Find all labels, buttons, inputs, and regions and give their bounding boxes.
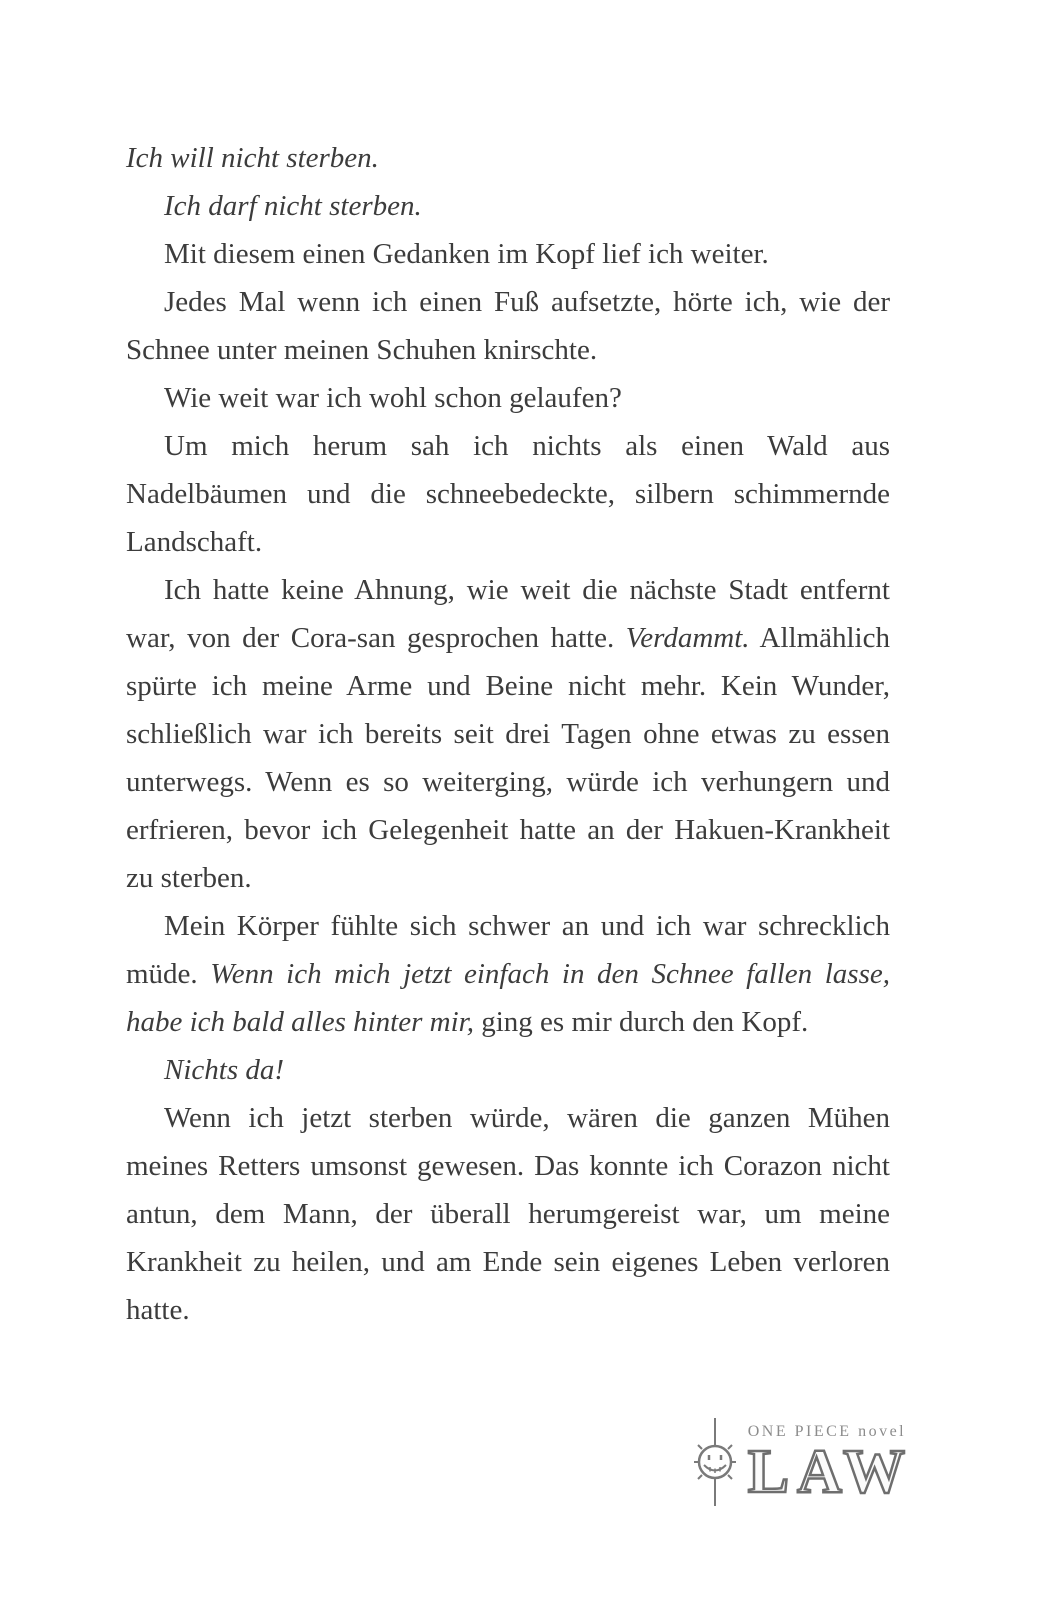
brand-text bbox=[747, 1423, 913, 1506]
italic-text-run: Ich will nicht sterben. bbox=[126, 142, 379, 174]
paragraph bbox=[126, 278, 890, 374]
brand-law-title: LAW bbox=[747, 1438, 913, 1506]
paragraph bbox=[126, 134, 890, 182]
italic-text-run: Nichts da! bbox=[164, 1054, 285, 1086]
text-run: Wenn ich jetzt sterben würde, wären die ganzen Mühen meines Retters umsonst gewesen. Das konnte ich Corazon nicht antun, dem Mann, der überall herumgereist war, um meine Krankheit zu heilen, und am Ende sein eigenes Leben verloren hatte. bbox=[126, 1102, 890, 1326]
text-run: Mein Körper fühlte sich schwer an und ich war schrecklich müde. bbox=[126, 910, 890, 990]
text-run: Wie weit war ich wohl schon gelaufen? bbox=[164, 382, 622, 414]
paragraph bbox=[126, 422, 890, 566]
footer-logo bbox=[694, 1416, 913, 1508]
paragraph bbox=[126, 1094, 890, 1334]
text-run: Allmählich spürte ich meine Arme und Beine nicht mehr. Kein Wunder, schließlich war ich bereits seit drei Tagen ohne etwas zu essen unterwegs. Wenn es so weiterging, würde ich verhungern und erfrieren, bevor ich Gelegenheit hatte an der Hakuen-Krankheit zu sterben. bbox=[126, 622, 890, 894]
italic-text-run: Ich darf nicht sterben. bbox=[164, 190, 422, 222]
brand-series-title: ONE PIECE novel bbox=[747, 1423, 907, 1440]
paragraph bbox=[126, 230, 890, 278]
paragraph bbox=[126, 902, 890, 1046]
body-text bbox=[126, 134, 890, 1334]
paragraph bbox=[126, 374, 890, 422]
italic-text-run: Verdammt. bbox=[625, 622, 750, 654]
text-run: Ich hatte keine Ahnung, wie weit die nächste Stadt entfernt war, von der Cora-san gesprochen hatte. bbox=[126, 574, 890, 654]
text-run: Jedes Mal wenn ich einen Fuß aufsetzte, hörte ich, wie der Schnee unter meinen Schuhen knirschte. bbox=[126, 286, 890, 366]
text-run: ging es mir durch den Kopf. bbox=[473, 1006, 809, 1038]
text-run: Mit diesem einen Gedanken im Kopf lief ich weiter. bbox=[164, 238, 769, 270]
law-jolly-roger-icon bbox=[694, 1416, 736, 1508]
text-run: Um mich herum sah ich nichts als einen Wald aus Nadelbäumen und die schneebedeckte, silbern schimmernde Landschaft. bbox=[126, 430, 890, 558]
paragraph bbox=[126, 1046, 890, 1094]
paragraph bbox=[126, 566, 890, 902]
italic-text-run: Wenn ich mich jetzt einfach in den Schnee fallen lasse, habe ich bald alles hinter mir, bbox=[126, 958, 890, 1038]
paragraph bbox=[126, 182, 890, 230]
